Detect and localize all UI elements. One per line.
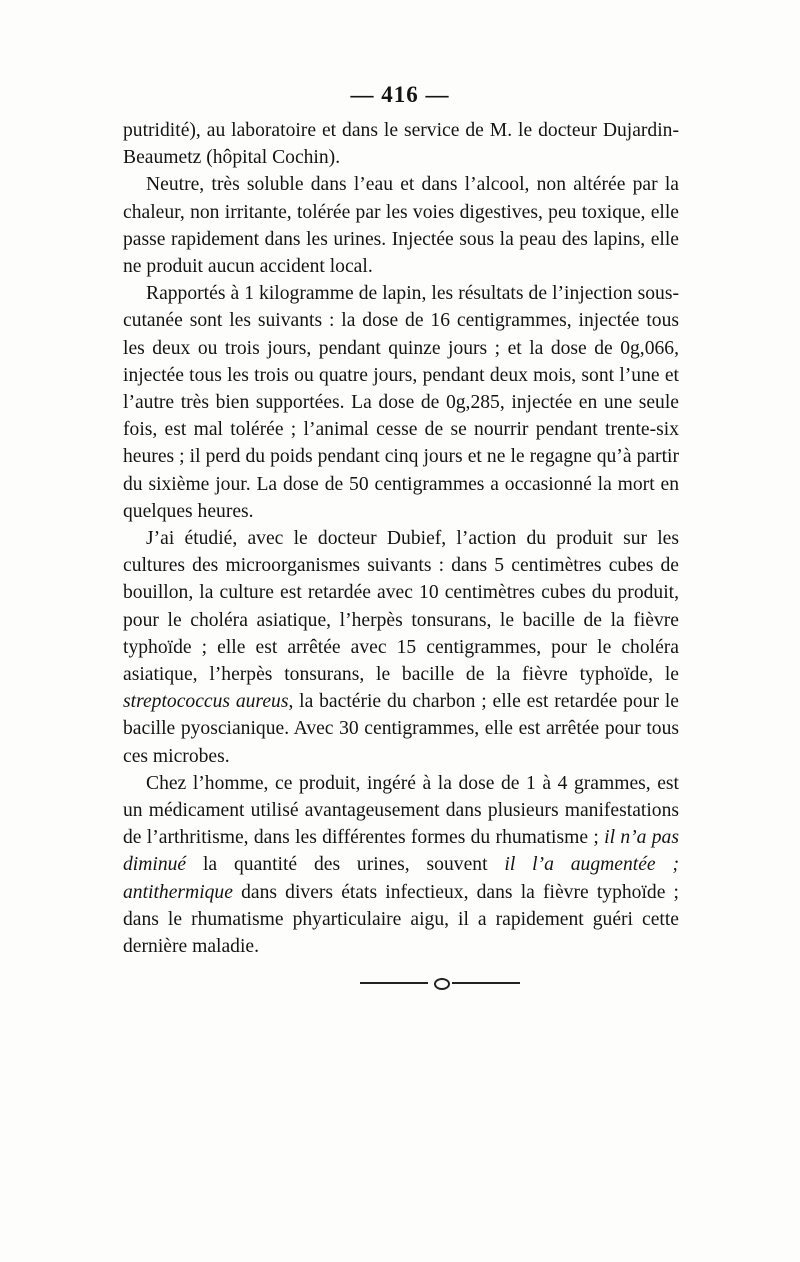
text-run: Rapportés à 1 kilogramme de lapin, les résultats de l’injection sous-cutanée sont les suivants : la dose de 16 centigrammes, injectée tous les deux ou trois jours, pendant quinze jours ; et la dose de 0g,066, injectée tous les trois ou quatre jours, pendant deux mois, sont l’une et l’autre très bien supportées. La dose de 0g,285, injectée en une seule fois, est mal tolérée ; l’animal cesse de se nourrir pendant trente-six heures ; il perd du poids pendant cinq jours et ne le regagne qu’à partir du sixième jour. La dose de 50 centigrammes a occasionné la mort en quelques heures. <box>123 283 679 522</box>
italic-text: streptococcus aureus <box>123 691 289 713</box>
page-number: — 416 — <box>350 82 450 107</box>
text-run: , la bactérie du charbon ; elle est retardée pour le bacille pyoscianique. Avec 30 centigrammes, elle est arrêtée pour tous ces microbes. <box>123 691 679 767</box>
text-run: dans divers états infectieux, dans la fièvre typhoïde ; dans le rhumatisme phyarticulaire aigu, il a rapidement guéri cette dernière maladie. <box>123 881 679 958</box>
body-text <box>123 117 679 960</box>
ornament-right-rule <box>452 982 520 984</box>
paragraph <box>123 117 679 171</box>
paragraph <box>123 171 679 280</box>
text-run: putridité), au laboratoire et dans le service de M. le docteur Dujardin-Beaumetz (hôpital Cochin). <box>123 120 679 169</box>
italic-text: il l’a augmentée ; antithermique <box>123 854 679 903</box>
text-run: J’ai étudié, avec le docteur Dubief, l’action du produit sur les cultures des microorganismes suivants : dans 5 centimètres cubes de bouillon, la culture est retardée avec 10 centimètres cubes du produit, pour le choléra asiatique, l’herpès tonsurans, le bacille de la fièvre typhoïde ; elle est arrêtée avec 15 centigrammes, pour le choléra asiatique, l’herpès tonsurans, le bacille de la fièvre typhoïde, le <box>123 528 679 686</box>
text-run: Chez l’homme, ce produit, ingéré à la dose de 1 à 4 grammes, est un médicament utilisé avantageusement dans plusieurs manifestations de l’arthritisme, dans les différentes formes du rhumatisme ; <box>123 772 679 849</box>
ornament-knot <box>434 978 450 990</box>
paragraph <box>123 525 679 770</box>
italic-text: il n’a pas diminué <box>123 827 679 876</box>
text-run: la quantité des urines, souvent <box>186 854 505 876</box>
ornament-left-rule <box>360 982 428 984</box>
rule-with-knot-ornament-icon <box>360 978 520 988</box>
paragraph <box>123 770 679 960</box>
paragraph <box>123 280 679 525</box>
text-run: Neutre, très soluble dans l’eau et dans l’alcool, non altérée par la chaleur, non irritante, tolérée par les voies digestives, peu toxique, elle passe rapidement dans les urines. Injectée sous la peau des lapins, elle ne produit aucun accident local. <box>123 174 679 278</box>
